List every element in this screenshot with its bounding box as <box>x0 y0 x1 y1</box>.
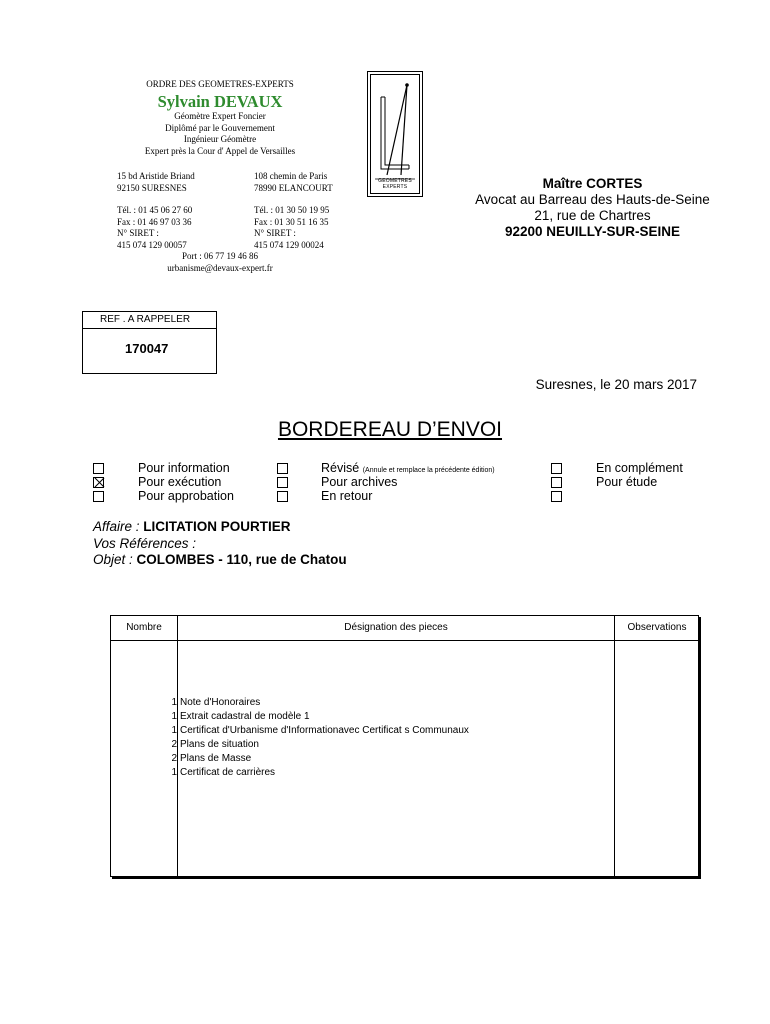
checkbox-pour-execution[interactable] <box>93 477 104 488</box>
addressee-postcode-city: 92200 NEUILLY-SUR-SEINE <box>504 224 681 239</box>
checkbox-pour-etude[interactable] <box>551 477 562 488</box>
checkbox-revise[interactable] <box>277 463 288 474</box>
reference-number: 170047 <box>125 341 169 356</box>
reference-box <box>82 311 217 374</box>
surveyor-name: Sylvain DEVAUX <box>157 92 283 111</box>
office-street: 15 bd Aristide Briand <box>117 171 195 181</box>
qualification-line: Géomètre Expert Foncier <box>174 111 266 121</box>
checkbox-pour-approbation[interactable] <box>93 491 104 502</box>
office-siret: 415 074 129 00024 <box>254 239 324 250</box>
checkbox-blank[interactable] <box>551 491 562 502</box>
office-fax: Fax : 01 30 51 16 35 <box>254 216 329 227</box>
table-row: 1 Certificat de carrières <box>171 767 276 778</box>
compass-logo-icon <box>371 75 419 193</box>
email: urbanisme@devaux-expert.fr <box>167 263 273 273</box>
office-elancourt <box>254 171 333 251</box>
office-siret-label: N° SIRET : <box>254 228 296 238</box>
option-label: Pour archives <box>321 475 398 489</box>
checkbox-pour-archives[interactable] <box>277 477 288 488</box>
qualification-line: Expert près la Cour d' Appel de Versailles <box>144 145 296 156</box>
office-city: 78990 ELANCOURT <box>254 182 333 193</box>
document-title: BORDEREAU D’ENVOI <box>277 418 503 441</box>
objet-line: Objet : COLOMBES - 110, rue de Chatou <box>93 552 347 567</box>
mobile-phone: Port : 06 77 19 46 86 <box>181 251 258 261</box>
option-label: Pour information <box>138 461 230 475</box>
header-divider <box>111 640 698 641</box>
references-line: Vos Références : <box>93 536 197 551</box>
option-label: Pour approbation <box>138 489 234 503</box>
office-siret: 415 074 129 00057 <box>117 239 187 250</box>
table-row: 1 Certificat d'Urbanisme d'Informationavec Certificat s Communaux <box>171 725 469 736</box>
qualification-line: Diplômé par le Gouvernement <box>165 122 275 133</box>
header-designation: Désignation des pieces <box>344 622 448 633</box>
table-row: 1 Extrait cadastral de modèle 1 <box>171 711 310 722</box>
option-label: Pour étude <box>596 475 658 489</box>
addressee-name: Maître CORTES <box>542 176 643 191</box>
office-suresnes <box>117 171 195 251</box>
table-row: 2 Plans de Masse <box>171 753 252 764</box>
office-tel: Tél. : 01 30 50 19 95 <box>254 205 330 215</box>
header-nombre: Nombre <box>126 622 162 633</box>
checkbox-pour-information[interactable] <box>93 463 104 474</box>
logo-caption: GEOMETRES EXPERTS <box>378 178 412 190</box>
affaire-line: Affaire : LICITATION POURTIER <box>93 519 291 534</box>
office-tel: Tél. : 01 45 06 27 60 <box>117 205 193 215</box>
place-date: Suresnes, le 20 mars 2017 <box>535 377 697 392</box>
addressee-line: 21, rue de Chartres <box>534 208 651 223</box>
qualification-line: Ingénieur Géomètre <box>183 134 257 144</box>
office-city: 92150 SURESNES <box>117 182 187 193</box>
table-row: 2 Plans de situation <box>171 739 259 750</box>
office-siret-label: N° SIRET : <box>117 228 159 238</box>
table-shadow <box>112 877 701 879</box>
addressee-line: Avocat au Barreau des Hauts-de-Seine <box>475 192 710 207</box>
pieces-table <box>110 615 699 877</box>
header-observations: Observations <box>627 622 687 633</box>
order-title: ORDRE DES GEOMETRES-EXPERTS <box>146 79 294 89</box>
checkbox-en-complement[interactable] <box>551 463 562 474</box>
checkbox-en-retour[interactable] <box>277 491 288 502</box>
office-fax: Fax : 01 46 97 03 36 <box>117 216 192 227</box>
option-label-revise: Révisé (Annule et remplace la précédente édition) <box>321 461 495 475</box>
option-label: En complément <box>596 461 683 475</box>
reference-label: REF . A RAPPELER <box>83 312 216 329</box>
table-shadow <box>699 617 701 879</box>
office-street: 108 chemin de Paris <box>254 171 328 181</box>
option-label: En retour <box>321 489 373 503</box>
geometres-experts-logo <box>367 71 423 197</box>
table-row: 1 Note d'Honoraires <box>171 697 261 708</box>
option-label: Pour exécution <box>138 475 222 489</box>
